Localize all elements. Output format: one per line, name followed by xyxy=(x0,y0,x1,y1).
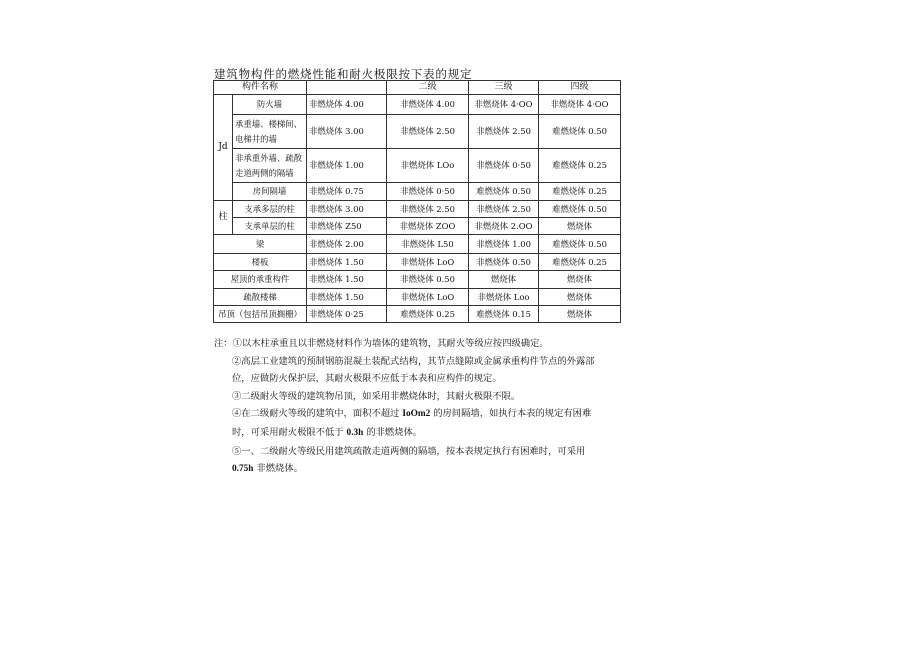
cell: 难燃烧体 0.50 xyxy=(539,235,621,254)
table-row xyxy=(214,218,621,235)
cell: 非燃烧体 LoO xyxy=(387,254,469,271)
note-4-area: IoOm2 xyxy=(402,409,431,420)
table-row xyxy=(214,289,621,306)
cell: 非燃烧体 2.OO xyxy=(469,218,539,235)
cell: 非燃烧体 0.50 xyxy=(387,271,469,289)
note-3: ③二级耐火等级的建筑物吊顶，如采用非燃烧体时，其耐火极限不限。 xyxy=(232,390,521,402)
cell: 燃烧体 xyxy=(539,289,621,306)
table-row xyxy=(214,271,621,289)
note-5 xyxy=(214,443,606,479)
cell: 燃烧体 xyxy=(539,218,621,235)
row-name: 非承重外墙、疏散走道两侧的隔墙 xyxy=(233,149,307,183)
header-component-name: 构件名称 xyxy=(214,81,307,95)
cell: 非燃烧体 3.00 xyxy=(307,115,387,149)
cell: 非燃烧体 4.00 xyxy=(307,95,387,115)
cell: 难燃烧体 0.50 xyxy=(539,115,621,149)
header-level-1 xyxy=(307,81,387,95)
cell: 非燃烧体 4·OO xyxy=(539,95,621,115)
cell: 难燃烧体 0.50 xyxy=(469,183,539,201)
cell: 非燃烧体 0.75 xyxy=(307,183,387,201)
cell: 难燃烧体 0.50 xyxy=(539,201,621,218)
cell: 非燃烧体 2.50 xyxy=(387,115,469,149)
cell: 燃烧体 xyxy=(469,271,539,289)
header-level-2: 二级 xyxy=(387,81,469,95)
cell: 非燃烧体 2.00 xyxy=(307,235,387,254)
note-5-text-a: ⑤一、二级耐火等级民用建筑疏散走道两侧的隔墙，按本表规定执行有困难时，可采用 xyxy=(232,445,586,457)
cell: 非燃烧体 0·50 xyxy=(387,183,469,201)
cell: 燃烧体 xyxy=(539,306,621,323)
row-name: 吊顶（包括吊顶搁栅） xyxy=(214,306,307,323)
table-row xyxy=(214,95,621,115)
row-name: 防火墙 xyxy=(233,95,307,115)
cell: 非燃烧体 ZOO xyxy=(387,218,469,235)
cell: 非燃烧体 LoO xyxy=(387,289,469,306)
fire-resistance-table xyxy=(213,80,621,323)
cell: 非燃烧体 4·OO xyxy=(469,95,539,115)
cell: 非燃烧体 0·50 xyxy=(469,149,539,183)
cell: 非燃烧体 1.00 xyxy=(469,235,539,254)
table-row xyxy=(214,254,621,271)
table-row xyxy=(214,235,621,254)
cell: 非燃烧体 Loo xyxy=(469,289,539,306)
cell: 非燃烧体 LOo xyxy=(387,149,469,183)
note-4-hours: 0.3h xyxy=(346,427,364,438)
cell: 非燃烧体 4.00 xyxy=(387,95,469,115)
group-label-walls: Jd xyxy=(214,95,233,201)
cell: 难燃烧体 0.25 xyxy=(539,149,621,183)
cell: 难燃烧体 0.25 xyxy=(539,183,621,201)
cell: 难燃烧体 0.15 xyxy=(469,306,539,323)
row-name: 支承多层的柱 xyxy=(233,201,307,218)
header-level-4: 四级 xyxy=(539,81,621,95)
note-4-text-e: 的非燃烧体。 xyxy=(366,426,423,438)
table-row xyxy=(214,183,621,201)
notes-section xyxy=(214,335,606,479)
cell: 非燃烧体 0.50 xyxy=(469,254,539,271)
cell: 非燃烧体 1.50 xyxy=(307,254,387,271)
table-row xyxy=(214,115,621,149)
header-level-3: 三级 xyxy=(469,81,539,95)
group-label-columns: 柱 xyxy=(214,201,233,235)
cell: 非燃烧体 2.50 xyxy=(387,201,469,218)
cell: 非燃烧体 1.50 xyxy=(307,271,387,289)
row-name: 疏散楼梯 xyxy=(214,289,307,306)
cell: 非燃烧体 1.00 xyxy=(307,149,387,183)
cell: 难燃烧体 0.25 xyxy=(539,254,621,271)
row-name: 承重墙、楼梯间、电梯井的墙 xyxy=(233,115,307,149)
table-row xyxy=(214,201,621,218)
cell: 燃烧体 xyxy=(539,271,621,289)
cell: 难燃烧体 0.25 xyxy=(387,306,469,323)
table-header-row xyxy=(214,81,621,95)
cell: 非燃烧体 2.50 xyxy=(469,115,539,149)
note-4-text-c: 的房间隔墙，如执行本表的规定有困难时，可采用耐火极限不低于 xyxy=(232,408,592,438)
document-title: 建筑物构件的燃烧性能和耐火极限按下表的规定 xyxy=(214,67,473,81)
table-row xyxy=(214,306,621,323)
row-name: 房间隔墙 xyxy=(233,183,307,201)
cell: 非燃烧体 3.00 xyxy=(307,201,387,218)
row-name: 楼板 xyxy=(214,254,307,271)
cell: 非燃烧体 1.50 xyxy=(307,289,387,306)
note-4 xyxy=(214,405,606,442)
table-row xyxy=(214,149,621,183)
cell: 非燃烧体 0·25 xyxy=(307,306,387,323)
row-name: 梁 xyxy=(214,235,307,254)
note-2: ②高层工业建筑的预制钢筋混凝土装配式结构，其节点缝隙或金属承重构件节点的外露部位，应做防火保护层，其耐火极限不应低于本表和应构件的规定。 xyxy=(232,355,595,385)
note-1: 注：①以木柱承重且以非燃烧材料作为墙体的建筑物，其耐火等级应按四级确定。 xyxy=(214,338,549,349)
cell: 非燃烧体 L50 xyxy=(387,235,469,254)
note-5-text-c: 非燃烧体。 xyxy=(256,463,303,475)
cell: 非燃烧体 2.50 xyxy=(469,201,539,218)
row-name: 支承单层的柱 xyxy=(233,218,307,235)
note-5-hours: 0.75h xyxy=(232,464,254,475)
row-name: 屋顶的承重构件 xyxy=(214,271,307,289)
note-4-text-a: ④在二级耐火等级的建筑中，面积不超过 xyxy=(232,408,400,420)
cell: 非燃烧体 Z50 xyxy=(307,218,387,235)
